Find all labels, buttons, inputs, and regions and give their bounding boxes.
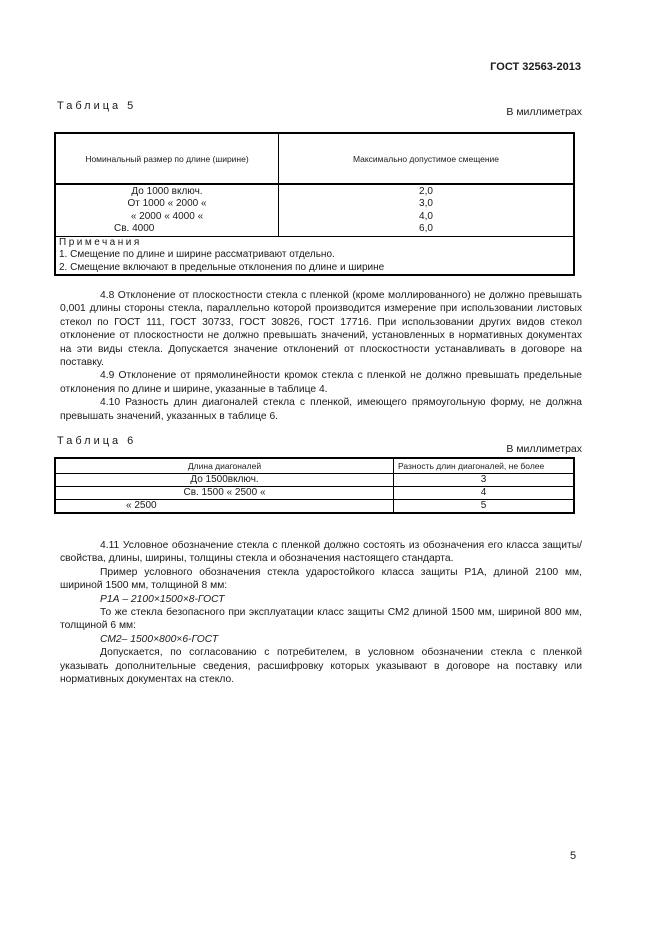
table5-value-cell: 4,0 xyxy=(419,210,433,222)
table5-size-cell: До 1000 включ. xyxy=(131,186,203,197)
table5-value-cell: 6,0 xyxy=(419,222,433,234)
table5-size-cell: Св. 4000 xyxy=(114,222,155,234)
table5-size-cell: От 1000 « 2000 « xyxy=(127,198,207,210)
section-4-11 xyxy=(60,539,582,686)
table6-diff-cell: 5 xyxy=(394,500,575,514)
table5-value-column xyxy=(279,184,575,237)
table5 xyxy=(54,132,575,276)
table5-value-cell: 2,0 xyxy=(419,186,433,197)
table6-header-length: Длина диагоналей xyxy=(55,458,394,474)
designation-example-2: СМ2– 1500×800×6-ГОСТ xyxy=(100,633,219,645)
table5-notes xyxy=(55,237,574,275)
table5-body-row xyxy=(55,184,574,237)
table5-note: 1. Смещение по длине и ширине рассматривают отдельно. xyxy=(59,249,335,261)
designation-example-1: Р1А – 2100×1500×8-ГОСТ xyxy=(100,593,225,605)
table6-header-diff: Разность длин диагоналей, не более xyxy=(394,458,575,474)
table5-notes-title: Примечания xyxy=(59,237,142,249)
table6-length-cell: До 1500включ. xyxy=(55,474,394,487)
table5-units: В миллиметрах xyxy=(506,106,582,118)
page-number: 5 xyxy=(570,850,577,862)
table6-length-cell: Св. 1500 « 2500 « xyxy=(55,487,394,500)
table6-length-cell: « 2500 xyxy=(55,500,394,514)
table5-header-shift: Максимально допустимое смещение xyxy=(279,133,575,184)
table5-size-column xyxy=(55,184,279,237)
paragraph-example-2: То же стекла безопасного при эксплуатации класс защиты СМ2 длиной 1500 мм, шириной 800 мм, толщиной 6 мм: xyxy=(60,607,582,632)
table5-header-size: Номинальный размер по длине (ширине) xyxy=(55,133,279,184)
section-4-8-to-4-10 xyxy=(60,289,582,423)
paragraph-example-1: Пример условного обозначения стекла ударостойкого класса защиты Р1А, длиной 2100 мм, шириной 1500 мм, толщиной 8 мм: xyxy=(60,566,582,592)
table5-size-cell: « 2000 « 4000 « xyxy=(130,210,204,222)
table6-caption: Таблица 6 xyxy=(57,435,137,447)
table6-row xyxy=(55,487,574,500)
table6-header-row xyxy=(55,458,574,474)
paragraph-additional-info: Допускается, по согласованию с потребителем, в условном обозначении стекла с пленкой указывать дополнительные сведения, расшифровку которых указывают в договоре на поставку или нормативных документах на стекло. xyxy=(60,647,582,686)
table5-caption: Таблица 5 xyxy=(57,100,137,112)
table6-row xyxy=(55,474,574,487)
table5-note: 2. Смещение включают в предельные отклонения по длине и ширине xyxy=(59,261,385,273)
paragraph-4-9: 4.9 Отклонение от прямолинейности кромок стекла с пленкой не должно превышать предельные отклонения по длине и ширине, указанные в таблице 4. xyxy=(60,370,582,395)
paragraph-4-10: 4.10 Разность длин диагоналей стекла с пленкой, имеющего прямоугольную форму, не должна превышать значений, указанных в таблице 6. xyxy=(60,397,582,422)
document-code: ГОСТ 32563-2013 xyxy=(490,61,581,73)
table5-notes-row xyxy=(55,237,574,275)
table6-diff-cell: 4 xyxy=(394,487,575,500)
paragraph-4-11: 4.11 Условное обозначение стекла с пленкой должно состоять из обозначения его класса защиты/свойства, длины, ширины, толщины стекла и обозначения настоящего стандарта. xyxy=(60,540,582,565)
table5-value-cell: 3,0 xyxy=(419,198,433,210)
table6-row xyxy=(55,500,574,514)
table6-diff-cell: 3 xyxy=(394,474,575,487)
paragraph-4-8: 4.8 Отклонение от плоскостности стекла с пленкой (кроме моллированного) не должно превышать 0,001 длины стороны стекла, параллельно которой производится измерение при использовании листовых стекол по ГОСТ 111, ГОСТ 30733, ГОСТ 30826, ГОСТ 17716. При использовании других видов стекол отклонение от плоскостности не должно превышать значений, установленных в нормативных документах на эти виды стекла. Допускается значение отклонений от плоскостности устанавливать в договоре на поставку. xyxy=(60,290,582,369)
table6-units: В миллиметрах xyxy=(506,443,582,455)
table6 xyxy=(54,457,575,514)
table5-header-row xyxy=(55,133,574,184)
